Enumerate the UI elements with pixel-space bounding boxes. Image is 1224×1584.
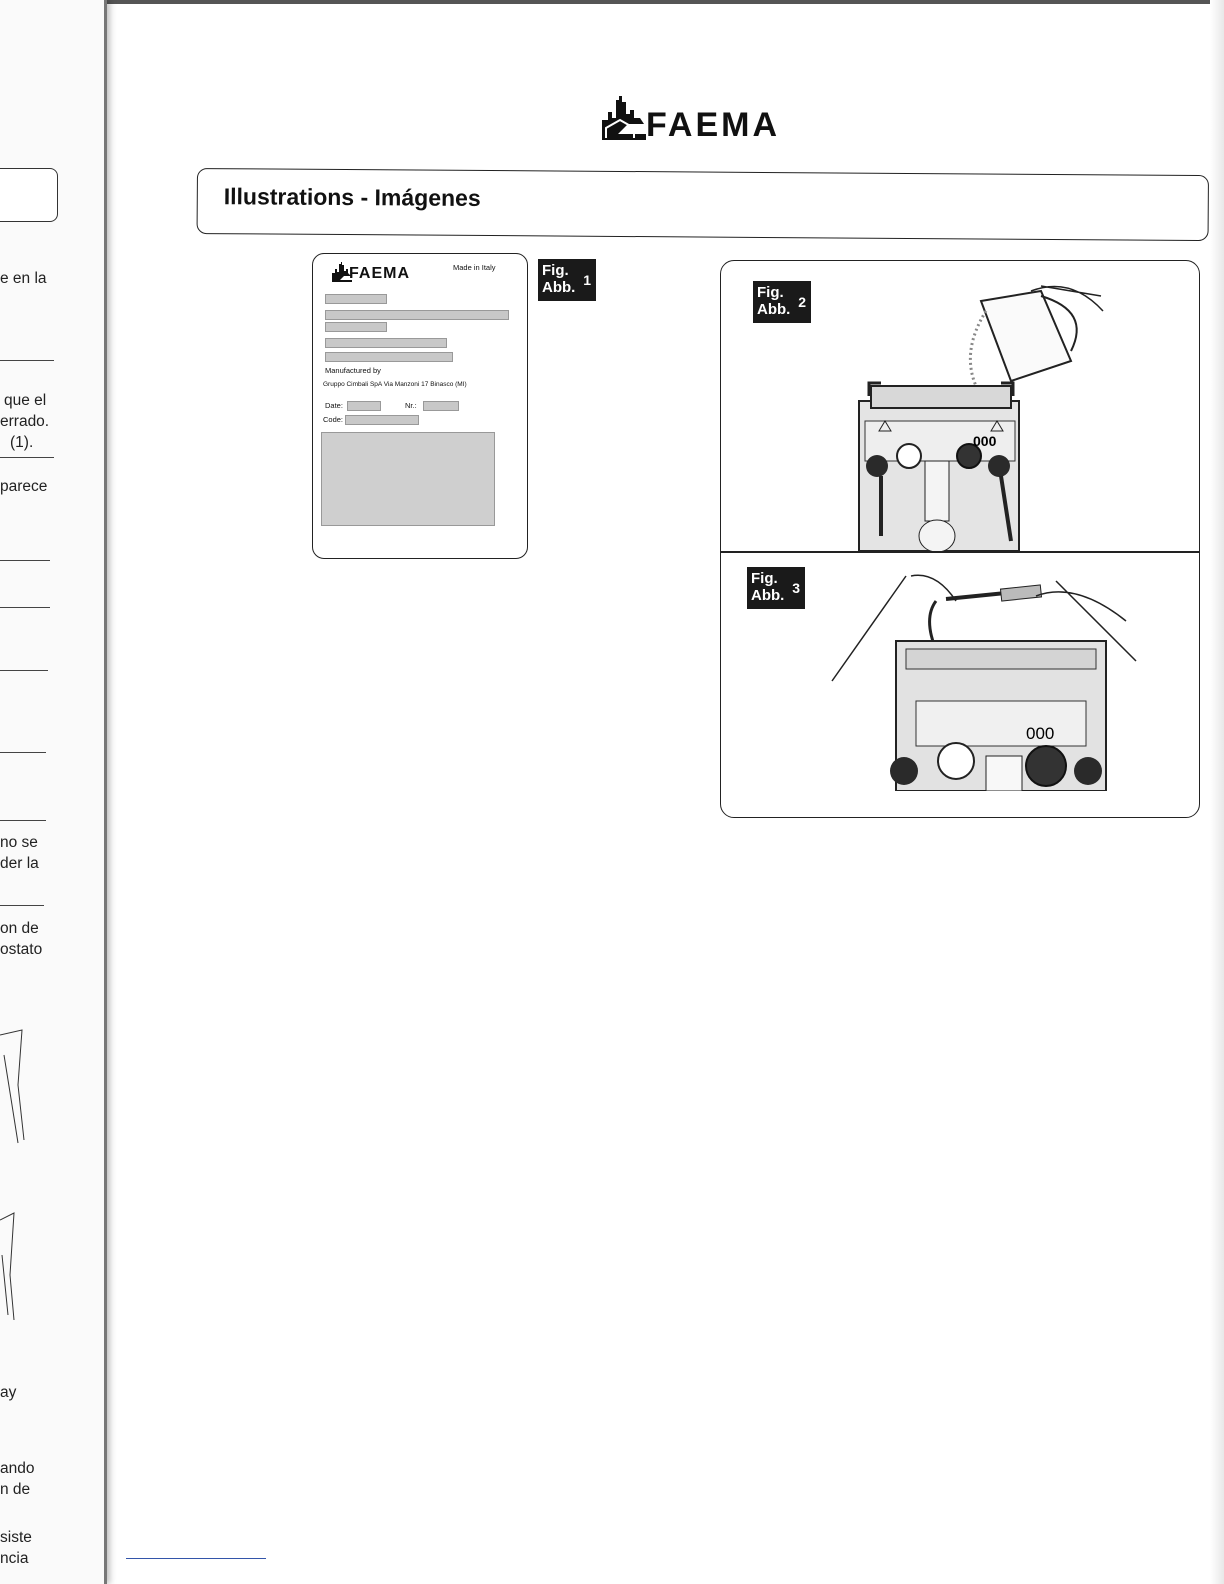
left-text-fragment: siste (0, 1529, 32, 1546)
nr-field (423, 401, 459, 411)
manufactured-by-label: Manufactured by (325, 366, 381, 375)
footer-rule (126, 1558, 266, 1559)
left-illustration-fragment (0, 1205, 30, 1325)
left-text-fragment: (1). (10, 434, 34, 451)
fig-1-label (538, 259, 596, 301)
figure-2-3-panel (720, 260, 1200, 818)
made-in-label: Made in Italy (453, 263, 496, 272)
left-rule (0, 457, 54, 458)
left-text-fragment: no se (0, 834, 38, 851)
left-text-fragment: que el (4, 392, 47, 409)
fig-3-drawing (826, 561, 1156, 791)
left-text-fragment: errado. (0, 413, 50, 430)
left-text-fragment: ncia (0, 1550, 29, 1567)
fig-number: 3 (792, 580, 800, 596)
fig-number: 2 (798, 294, 806, 310)
left-text-fragment: n de (0, 1481, 31, 1498)
left-rule (0, 670, 48, 671)
left-text-fragment: ando (0, 1460, 35, 1477)
nameplate-field (325, 338, 447, 348)
abb-text: Abb. (542, 279, 576, 296)
left-text-fragment: parece (0, 478, 48, 495)
page-top-edge (0, 0, 1224, 4)
nameplate-brand: FAEMA (349, 265, 410, 282)
left-text-fragment: ay (0, 1384, 17, 1401)
nameplate-field (325, 322, 387, 332)
nameplate-illustration (312, 253, 528, 559)
date-label: Date: (325, 401, 343, 410)
fig-text: Fig. (751, 570, 778, 587)
nameplate-field (325, 352, 453, 362)
figure-divider (721, 551, 1199, 553)
left-rule (0, 752, 46, 753)
left-rule (0, 820, 46, 821)
left-text-fragment: on de (0, 920, 39, 937)
factory-logo-icon (598, 94, 648, 146)
brand-wordmark: FAEMA (646, 106, 780, 144)
left-rule (0, 607, 50, 608)
left-illustration-fragment (0, 1025, 30, 1145)
left-rule (0, 560, 50, 561)
machine-display: 000 (1026, 724, 1055, 743)
nameplate-barcode-area (321, 432, 495, 526)
fig-text: Fig. (757, 284, 784, 301)
code-label: Code: (323, 415, 344, 424)
nameplate-field (325, 310, 509, 320)
manufacturer-address: Gruppo Cimbali SpA Via Manzoni 17 Binasco (MI) (323, 381, 467, 388)
left-rule (0, 360, 54, 361)
nr-label: Nr.: (405, 401, 417, 410)
nameplate-field (325, 294, 387, 304)
left-text-fragment: der la (0, 855, 39, 872)
left-page-header-box (0, 168, 58, 222)
fig-2-drawing (841, 271, 1181, 551)
left-text-fragment: e en la (0, 270, 47, 287)
fig-2-label (753, 281, 811, 323)
left-rule (0, 905, 44, 906)
fig-3-label (747, 567, 805, 609)
left-text-fragment: ostato (0, 941, 43, 958)
section-title: Illustrations - Imágenes (223, 183, 481, 211)
fig-text: Fig. (542, 262, 569, 279)
faema-logo (598, 92, 828, 150)
section-title-box (197, 168, 1209, 241)
previous-page-strip (0, 0, 107, 1584)
machine-display: 000 (973, 433, 997, 449)
abb-text: Abb. (757, 301, 791, 318)
page-right-shadow (1210, 0, 1224, 1584)
fig-number: 1 (583, 272, 591, 288)
code-field (345, 415, 419, 425)
abb-text: Abb. (751, 587, 785, 604)
date-field (347, 401, 381, 411)
